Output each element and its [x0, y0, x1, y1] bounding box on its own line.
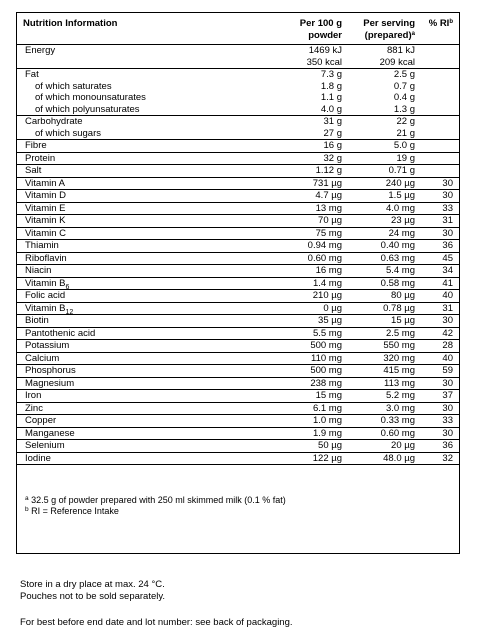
per-serving-value: 550 mg — [348, 340, 421, 353]
nutrition-panel — [16, 12, 460, 554]
ri-percent: 30 — [421, 227, 459, 240]
per-serving-value: 24 mg — [348, 227, 421, 240]
ri-percent: 31 — [421, 215, 459, 228]
nutrient-name — [17, 352, 250, 365]
nutrient-name — [17, 427, 250, 440]
per-serving-value: 80 µg — [348, 290, 421, 303]
nutrient-name-text: Biotin — [25, 315, 49, 326]
ri-percent — [421, 152, 459, 165]
nutrient-name-text: of which monounsaturates — [35, 92, 146, 103]
per-serving-value: 415 mg — [348, 365, 421, 378]
per-100g-value: 1.0 mg — [250, 415, 348, 428]
table-row — [17, 427, 459, 440]
per-100g-value: 5.5 mg — [250, 327, 348, 340]
per-100g-value: 4.0 g — [250, 104, 348, 116]
nutrient-name — [17, 240, 250, 253]
per-100g-value: 1.4 mg — [250, 277, 348, 290]
per-serving-value: 0.40 mg — [348, 240, 421, 253]
nutrient-name-text: Copper — [25, 415, 57, 426]
table-row — [17, 104, 459, 116]
per-serving-value: 209 kcal — [348, 57, 421, 69]
ri-percent: 40 — [421, 290, 459, 303]
per-serving-value: 2.5 mg — [348, 327, 421, 340]
nutrient-name-text: Protein — [25, 152, 56, 164]
per-serving-value: 5.0 g — [348, 140, 421, 153]
nutrient-name — [17, 128, 250, 140]
nutrient-name-text: Vitamin K — [25, 215, 66, 226]
per-100g-value: 110 mg — [250, 352, 348, 365]
nutrient-name — [17, 315, 250, 328]
table-row — [17, 45, 459, 57]
table-row — [17, 69, 459, 81]
nutrient-name-text: Iron — [25, 390, 42, 401]
per-100g-value: 15 mg — [250, 390, 348, 403]
per-100g-value: 1.12 g — [250, 165, 348, 178]
ri-percent — [421, 92, 459, 104]
per-serving-value: 20 µg — [348, 440, 421, 453]
ri-percent: 33 — [421, 415, 459, 428]
ri-percent — [421, 81, 459, 93]
nutrient-name — [17, 81, 250, 93]
nutrient-name-text: Vitamin B — [25, 302, 66, 314]
per-100g-value: 350 kcal — [250, 57, 348, 69]
per-100g-value: 13 mg — [250, 202, 348, 215]
per-100g-value: 731 µg — [250, 177, 348, 190]
nutrient-name-text: Potassium — [25, 340, 70, 351]
table-row — [17, 327, 459, 340]
ri-percent: 30 — [421, 190, 459, 203]
per-serving-value: 240 µg — [348, 177, 421, 190]
per-serving-value: 21 g — [348, 128, 421, 140]
storage-instructions — [20, 579, 165, 603]
nutrient-name — [17, 57, 250, 69]
footnote-a-mark: a — [25, 495, 29, 502]
per-100g-value: 500 mg — [250, 340, 348, 353]
header-per-serving-line1: Per serving — [363, 18, 415, 29]
table-row — [17, 415, 459, 428]
ri-percent — [421, 140, 459, 153]
footnotes — [25, 495, 286, 517]
table-row — [17, 315, 459, 328]
nutrient-name — [17, 415, 250, 428]
ri-percent: 30 — [421, 315, 459, 328]
nutrient-name-text: Magnesium — [25, 377, 75, 389]
best-before-note: For best before end date and lot number: see back of packaging. — [20, 617, 293, 628]
per-serving-value: 1.5 µg — [348, 190, 421, 203]
nutrient-name-text: Selenium — [25, 440, 65, 451]
table-row — [17, 440, 459, 453]
per-100g-value: 6.1 mg — [250, 402, 348, 415]
nutrient-name — [17, 377, 250, 390]
nutrient-name-text: Phosphorus — [25, 365, 76, 376]
nutrient-name — [17, 277, 250, 290]
table-row — [17, 340, 459, 353]
ri-percent: 37 — [421, 390, 459, 403]
per-serving-value: 3.0 mg — [348, 402, 421, 415]
per-serving-value: 113 mg — [348, 377, 421, 390]
nutrient-name-text: Vitamin E — [25, 202, 66, 214]
ri-percent: 31 — [421, 302, 459, 315]
table-row — [17, 240, 459, 253]
nutrient-name-text: Folic acid — [25, 290, 66, 301]
header-per-serving-line2 — [354, 30, 415, 42]
header-ri-sup: b — [449, 19, 453, 25]
per-serving-value: 5.4 mg — [348, 265, 421, 278]
per-100g-value: 32 g — [250, 152, 348, 165]
ri-percent — [421, 116, 459, 128]
per-100g-value: 0.60 mg — [250, 252, 348, 265]
ri-percent: 41 — [421, 277, 459, 290]
ri-percent: 30 — [421, 427, 459, 440]
ri-percent: 30 — [421, 177, 459, 190]
nutrient-subscript: 6 — [65, 283, 70, 291]
table-row — [17, 165, 459, 178]
nutrient-name — [17, 340, 250, 353]
table-row — [17, 365, 459, 378]
table-header-row — [17, 13, 459, 45]
nutrient-name — [17, 252, 250, 265]
ri-percent — [421, 57, 459, 69]
nutrient-name — [17, 177, 250, 190]
per-100g-value: 16 mg — [250, 265, 348, 278]
header-per-serving-text: (prepared) — [364, 29, 412, 41]
ri-percent: 40 — [421, 352, 459, 365]
table-row — [17, 177, 459, 190]
per-serving-value: 0.63 mg — [348, 252, 421, 265]
per-100g-value: 238 mg — [250, 377, 348, 390]
table-row — [17, 190, 459, 203]
nutrient-name — [17, 116, 250, 128]
ri-percent: 36 — [421, 240, 459, 253]
table-row — [17, 452, 459, 465]
per-serving-value: 0.33 mg — [348, 415, 421, 428]
footnote-a-text: 32.5 g of powder prepared with 250 ml skimmed milk (0.1 % fat) — [28, 495, 286, 505]
table-row — [17, 265, 459, 278]
footnote-b-mark: b — [25, 506, 29, 513]
nutrient-name — [17, 402, 250, 415]
ri-percent: 32 — [421, 452, 459, 465]
per-serving-value: 881 kJ — [348, 45, 421, 57]
nutrient-name-text: Thiamin — [25, 240, 59, 251]
footnote-b — [25, 506, 286, 517]
footnote-b-text: RI = Reference Intake — [28, 506, 119, 516]
per-100g-value: 70 µg — [250, 215, 348, 228]
ri-percent — [421, 69, 459, 81]
nutrient-name-text: Salt — [25, 165, 42, 176]
per-100g-value: 50 µg — [250, 440, 348, 453]
table-row — [17, 81, 459, 93]
nutrient-name-text: of which saturates — [35, 80, 112, 92]
table-row — [17, 390, 459, 403]
nutrient-name — [17, 45, 250, 57]
per-100g-value: 0 µg — [250, 302, 348, 315]
per-serving-value: 23 µg — [348, 215, 421, 228]
nutrient-name — [17, 92, 250, 104]
nutrient-name-text: Calcium — [25, 352, 60, 364]
table-row — [17, 277, 459, 290]
nutrient-name — [17, 104, 250, 116]
table-row — [17, 352, 459, 365]
storage-line-1: Store in a dry place at max. 24 °C. — [20, 579, 165, 590]
nutrient-name-text: Vitamin D — [25, 190, 67, 201]
per-serving-value: 22 g — [396, 116, 415, 127]
nutrient-name — [17, 452, 250, 465]
header-ri — [421, 13, 459, 45]
ri-percent: 42 — [421, 327, 459, 340]
nutrient-name — [17, 327, 250, 340]
per-serving-value: 0.7 g — [393, 80, 415, 92]
nutrient-name-text: Iodine — [25, 452, 51, 464]
per-serving-value: 48.0 µg — [348, 452, 421, 465]
nutrient-name — [17, 302, 250, 315]
table-row — [17, 152, 459, 165]
nutrient-name — [17, 290, 250, 303]
storage-line-2: Pouches not to be sold separately. — [20, 591, 166, 602]
table-row — [17, 377, 459, 390]
per-serving-value: 320 mg — [348, 352, 421, 365]
per-100g-value: 7.3 g — [320, 69, 342, 80]
per-serving-value: 0.71 g — [348, 165, 421, 178]
nutrient-subscript: 12 — [65, 308, 74, 316]
per-serving-value: 19 g — [348, 152, 421, 165]
nutrient-name-text: Vitamin C — [25, 227, 67, 239]
ri-percent — [421, 45, 459, 57]
nutrient-name — [17, 69, 250, 81]
footnote-a — [25, 495, 286, 506]
nutrient-name-text: Carbohydrate — [25, 116, 83, 127]
nutrient-name-text: Niacin — [25, 265, 52, 276]
per-100g-value: 35 µg — [250, 315, 348, 328]
ri-percent: 28 — [421, 340, 459, 353]
ri-percent — [421, 104, 459, 116]
nutrition-table — [17, 13, 459, 465]
nutrient-name — [17, 165, 250, 178]
nutrient-name — [17, 440, 250, 453]
ri-percent — [421, 128, 459, 140]
nutrient-name — [17, 265, 250, 278]
nutrient-name-text: Riboflavin — [25, 252, 67, 264]
nutrient-name — [17, 140, 250, 153]
header-nutrient: Nutrition Information — [23, 18, 118, 29]
header-ri-text: % RI — [428, 18, 450, 29]
ri-percent — [421, 165, 459, 178]
per-serving-value: 15 µg — [348, 315, 421, 328]
nutrient-name-text: Fat — [25, 69, 39, 80]
nutrient-name-text: Vitamin B — [25, 277, 66, 289]
ri-percent: 36 — [421, 440, 459, 453]
per-100g-value: 27 g — [250, 128, 348, 140]
nutrient-name-text: Pantothenic acid — [25, 327, 96, 339]
per-serving-value: 4.0 mg — [348, 202, 421, 215]
per-100g-value: 1.8 g — [320, 80, 342, 92]
nutrient-name — [17, 152, 250, 165]
nutrient-name — [17, 215, 250, 228]
per-100g-value: 4.7 µg — [250, 190, 348, 203]
nutrient-name-text: Fibre — [25, 140, 47, 151]
nutrient-name — [17, 365, 250, 378]
per-100g-value: 122 µg — [250, 452, 348, 465]
ri-percent: 30 — [421, 377, 459, 390]
table-row — [17, 128, 459, 140]
nutrient-name-text: Zinc — [25, 402, 43, 414]
nutrient-name — [17, 390, 250, 403]
table-row — [17, 290, 459, 303]
header-per-100g-line2: powder — [308, 29, 342, 41]
table-row — [17, 140, 459, 153]
ri-percent: 33 — [421, 202, 459, 215]
per-100g-value: 1469 kJ — [250, 45, 348, 57]
nutrient-name-text: of which sugars — [35, 127, 102, 139]
nutrient-name — [17, 202, 250, 215]
ri-percent: 59 — [421, 365, 459, 378]
per-100g-value: 210 µg — [250, 290, 348, 303]
nutrient-name-text: Energy — [25, 45, 56, 56]
per-serving-value: 1.3 g — [348, 104, 421, 116]
per-serving-value: 2.5 g — [393, 69, 415, 80]
table-row — [17, 92, 459, 104]
table-row — [17, 116, 459, 128]
per-100g-value: 500 mg — [250, 365, 348, 378]
ri-percent: 34 — [421, 265, 459, 278]
nutrient-name-text: Vitamin A — [25, 177, 65, 189]
per-100g-value: 0.94 mg — [250, 240, 348, 253]
table-row — [17, 252, 459, 265]
per-100g-value: 31 g — [323, 116, 342, 127]
per-100g-value: 1.9 mg — [250, 427, 348, 440]
per-serving-value: 0.4 g — [393, 92, 415, 103]
table-row — [17, 57, 459, 69]
header-per-100g — [250, 13, 348, 45]
per-serving-value: 0.58 mg — [348, 277, 421, 290]
nutrient-name — [17, 190, 250, 203]
nutrient-name — [17, 227, 250, 240]
nutrient-name-text: of which polyunsaturates — [35, 103, 140, 115]
nutrient-name-text: Manganese — [25, 427, 75, 439]
ri-percent: 45 — [421, 252, 459, 265]
ri-percent: 30 — [421, 402, 459, 415]
table-row — [17, 227, 459, 240]
table-row — [17, 215, 459, 228]
table-body — [17, 45, 459, 465]
table-row — [17, 302, 459, 315]
header-per-100g-line1: Per 100 g — [299, 18, 342, 29]
table-row — [17, 402, 459, 415]
header-per-serving-sup: a — [411, 30, 415, 37]
per-100g-value: 75 mg — [250, 227, 348, 240]
per-100g-value: 1.1 g — [320, 92, 342, 103]
per-serving-value: 0.60 mg — [348, 427, 421, 440]
per-100g-value: 16 g — [250, 140, 348, 153]
per-serving-value: 0.78 µg — [348, 302, 421, 315]
per-serving-value: 5.2 mg — [348, 390, 421, 403]
header-per-serving — [348, 13, 421, 45]
table-row — [17, 202, 459, 215]
